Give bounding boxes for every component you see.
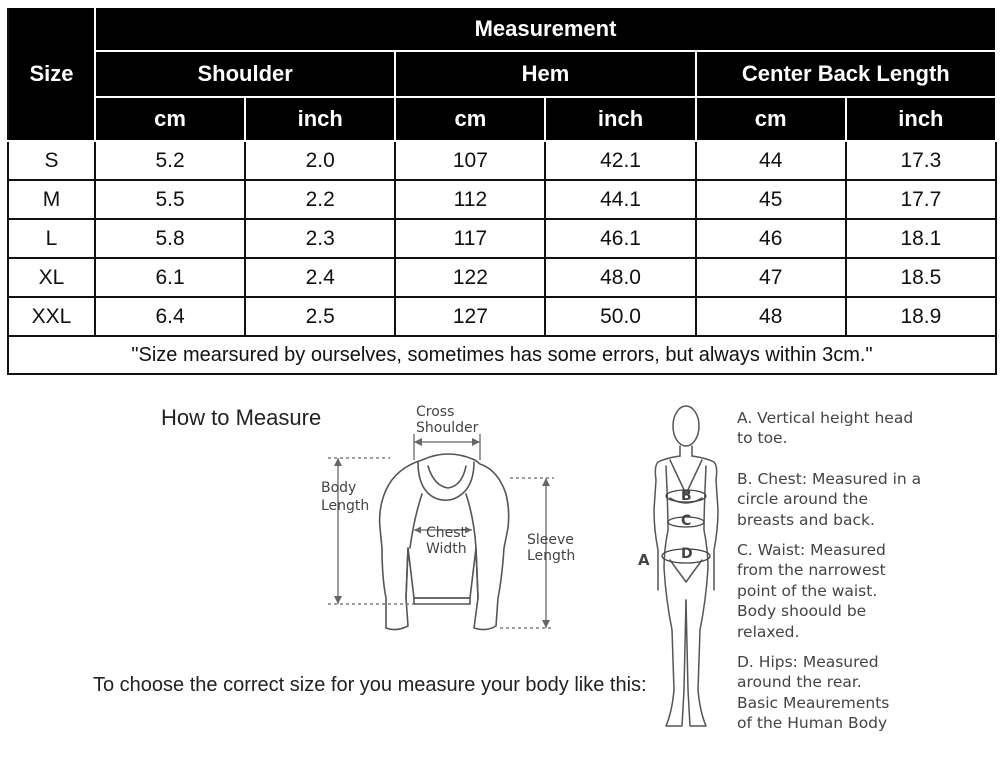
table-cell: 50.0: [545, 297, 695, 336]
table-cell: 46.1: [545, 219, 695, 258]
garment-measure-diagram: [310, 398, 600, 640]
table-cell: 112: [395, 180, 545, 219]
cross-shoulder-label-line2: Shoulder: [416, 420, 479, 436]
size-cell: L: [8, 219, 95, 258]
legend-item-d: D. Hips: Measured around the rear. Basic Meaurements of the Human Body: [737, 653, 890, 733]
table-cell: 2.0: [245, 141, 395, 180]
unit-header: inch: [846, 97, 996, 141]
body-length-label-line1: Body: [321, 480, 357, 496]
table-cell: 5.8: [95, 219, 245, 258]
chest-width-label-line1: Chest: [426, 525, 467, 541]
legend-item-b: B. Chest: Measured in a circle around the breasts and back.: [737, 469, 922, 529]
table-row: [8, 258, 996, 297]
size-cell: M: [8, 180, 95, 219]
note-row: [8, 336, 996, 374]
chest-width-label-line2: Width: [426, 541, 467, 557]
table-cell: 44: [696, 141, 846, 180]
table-cell: 45: [696, 180, 846, 219]
measurement-header: Measurement: [95, 7, 996, 51]
unit-header: inch: [245, 97, 395, 141]
center-back-length-header: Center Back Length: [696, 51, 996, 97]
table-cell: 17.7: [846, 180, 996, 219]
body-measure-figure: [630, 400, 740, 738]
body-length-label-line2: Length: [321, 498, 370, 514]
cross-shoulder-label-line1: Cross: [416, 404, 455, 420]
unit-header: inch: [545, 97, 695, 141]
table-cell: 2.3: [245, 219, 395, 258]
unit-header: cm: [395, 97, 545, 141]
table-cell: 18.1: [846, 219, 996, 258]
table-cell: 48.0: [545, 258, 695, 297]
table-cell: 18.5: [846, 258, 996, 297]
figure-label-d: D: [681, 546, 693, 562]
table-cell: 2.5: [245, 297, 395, 336]
legend-item-c: C. Waist: Measured from the narrowest point of the waist. Body shoould be relaxed.: [737, 541, 886, 641]
legend-item-a: A. Vertical height head to toe.: [737, 409, 914, 448]
unit-header: cm: [95, 97, 245, 141]
size-chart-table: [7, 6, 997, 375]
table-cell: 18.9: [846, 297, 996, 336]
table-cell: 5.5: [95, 180, 245, 219]
table-row: [8, 180, 996, 219]
table-cell: 127: [395, 297, 545, 336]
table-cell: 46: [696, 219, 846, 258]
table-cell: 47: [696, 258, 846, 297]
sleeve-length-label-line1: Sleeve: [527, 532, 574, 548]
hem-header: Hem: [395, 51, 695, 97]
measurement-note: "Size mearsured by ourselves, sometimes has some errors, but always within 3cm.": [8, 336, 996, 374]
table-cell: 122: [395, 258, 545, 297]
size-cell: XL: [8, 258, 95, 297]
table-cell: 17.3: [846, 141, 996, 180]
sleeve-length-label-line2: Length: [527, 548, 576, 564]
how-to-measure-title: How to Measure: [161, 405, 322, 430]
table-cell: 2.2: [245, 180, 395, 219]
table-cell: 44.1: [545, 180, 695, 219]
table-row: [8, 141, 996, 180]
size-cell: XXL: [8, 297, 95, 336]
size-cell: S: [8, 141, 95, 180]
figure-label-b: B: [681, 488, 692, 504]
table-cell: 48: [696, 297, 846, 336]
table-row: [8, 297, 996, 336]
shoulder-header: Shoulder: [95, 51, 395, 97]
table-cell: 2.4: [245, 258, 395, 297]
measurement-legend: [737, 408, 997, 744]
figure-label-a: A: [638, 551, 650, 569]
table-cell: 107: [395, 141, 545, 180]
size-column-header: Size: [8, 7, 95, 141]
choose-size-instruction: To choose the correct size for you measure your body like this:: [93, 674, 647, 696]
table-cell: 6.4: [95, 297, 245, 336]
table-cell: 42.1: [545, 141, 695, 180]
table-row: [8, 219, 996, 258]
figure-label-c: C: [681, 513, 692, 529]
unit-header: cm: [696, 97, 846, 141]
table-cell: 5.2: [95, 141, 245, 180]
table-cell: 6.1: [95, 258, 245, 297]
table-cell: 117: [395, 219, 545, 258]
